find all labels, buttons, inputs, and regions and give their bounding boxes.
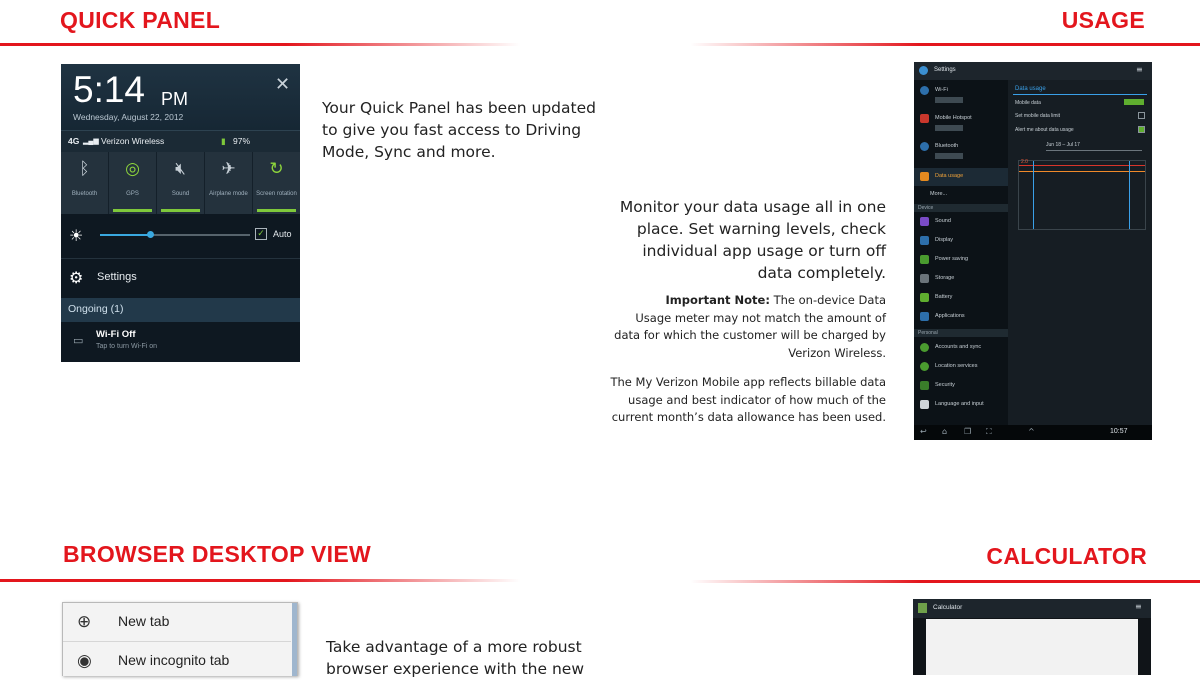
toggle[interactable]	[935, 97, 963, 103]
toggle[interactable]	[935, 125, 963, 131]
menu-item-more[interactable]	[914, 186, 1008, 204]
hotspot-icon	[920, 114, 929, 123]
text-line: data completely.	[757, 264, 886, 282]
security-icon	[920, 381, 929, 390]
settings-label: Settings	[97, 271, 137, 283]
text-line: usage and best indicator of how much of the	[628, 392, 886, 407]
settings-title: Settings	[934, 67, 956, 73]
home-icon[interactable]: ⌂	[942, 427, 948, 436]
sync-icon	[920, 343, 929, 352]
tile-on-indicator	[161, 209, 200, 212]
browser-menu-screenshot	[62, 602, 298, 676]
wifi-title: Wi-Fi Off	[96, 329, 136, 340]
menu-label: Storage	[935, 275, 955, 281]
menu-label: Accounts and sync	[935, 344, 982, 350]
menu-label: Battery	[935, 294, 953, 300]
power-icon	[920, 255, 929, 264]
screenshot-icon[interactable]: ⛶	[986, 427, 992, 436]
status-bar	[61, 130, 300, 153]
section-personal: Personal	[914, 329, 1008, 337]
menu-item-hotspot[interactable]	[914, 110, 1008, 136]
browser-rule	[0, 579, 520, 582]
option-data-limit: Set mobile data limit	[1015, 113, 1061, 119]
mobile-data-toggle[interactable]	[1124, 99, 1144, 105]
tile-sound[interactable]	[157, 152, 205, 214]
tile-on-indicator	[113, 209, 152, 212]
menu-item-storage[interactable]	[914, 270, 1008, 288]
settings-row[interactable]	[61, 258, 300, 299]
text-line: individual app usage or turn off	[642, 242, 886, 260]
warning-line	[1019, 171, 1145, 172]
menu-item-language[interactable]	[914, 396, 1008, 414]
location-icon	[920, 362, 929, 371]
menu-item-display[interactable]	[914, 232, 1008, 250]
tile-on-indicator	[257, 209, 296, 212]
panel-divider	[1013, 94, 1147, 95]
option-alert: Alert me about data usage	[1015, 127, 1074, 133]
menu-label: Data usage	[935, 173, 964, 179]
option-mobile-data: Mobile data	[1015, 100, 1041, 106]
text-line: Mode, Sync and more.	[322, 143, 496, 161]
browser-description	[326, 636, 584, 680]
quick-panel-heading: QUICK PANEL	[60, 7, 221, 33]
menu-label: Wi-Fi	[935, 87, 948, 93]
text-line: The on-device Data	[769, 293, 886, 307]
calculator-icon	[918, 603, 927, 613]
auto-label: Auto	[273, 229, 292, 239]
text-line: Usage meter may not match the amount of	[635, 310, 886, 325]
sound-icon: 🔇︎	[175, 159, 186, 179]
quick-panel-header	[61, 64, 300, 130]
menu-item-label: New tab	[118, 613, 170, 629]
menu-item-power[interactable]	[914, 251, 1008, 269]
calculator-titlebar	[913, 599, 1151, 618]
wifi-icon: ▭	[73, 334, 84, 347]
new-tab-icon: ⊕	[77, 612, 92, 632]
text-line: Monitor your data usage all in one	[619, 198, 886, 216]
tile-label: Airplane mode	[209, 191, 248, 197]
limit-line	[1019, 165, 1145, 166]
battery-level: 97%	[233, 136, 251, 146]
recent-apps-icon[interactable]: ❐	[964, 427, 972, 436]
battery-icon: ▮	[221, 136, 226, 146]
calculator-rule	[690, 580, 1200, 583]
carrier-name: Verizon Wireless	[101, 136, 165, 146]
brightness-slider-thumb[interactable]	[147, 231, 154, 238]
panel-title: Data usage	[1015, 86, 1046, 92]
clock-ampm: PM	[161, 89, 188, 109]
menu-label: Display	[935, 237, 954, 243]
limit-value: 2.0	[1021, 159, 1028, 165]
display-icon	[920, 236, 929, 245]
back-icon[interactable]: ↩	[920, 427, 927, 436]
usage-rule	[690, 43, 1200, 46]
range-end-line	[1129, 161, 1130, 229]
menu-item-accounts[interactable]	[914, 339, 1008, 357]
menu-label: Sound	[935, 218, 951, 224]
applications-icon	[920, 312, 929, 321]
scrollbar[interactable]	[292, 603, 297, 676]
clock-date: Wednesday, August 22, 2012	[73, 112, 184, 122]
calculator-heading: CALCULATOR	[986, 543, 1147, 569]
usage-heading: USAGE	[1061, 7, 1145, 33]
wifi-notification[interactable]	[61, 322, 300, 362]
menu-label: More...	[930, 191, 948, 197]
text-line: Take advantage of a more robust	[326, 638, 582, 656]
settings-menu	[914, 80, 1008, 425]
bluetooth-icon	[920, 142, 929, 151]
quick-settings-tiles	[61, 152, 300, 214]
tile-rotation[interactable]	[253, 152, 300, 214]
tile-airplane[interactable]	[205, 152, 253, 214]
chevron-up-icon[interactable]: ^	[1028, 427, 1035, 436]
calculator-screenshot	[913, 599, 1151, 675]
tile-label: Screen rotation	[256, 191, 297, 197]
text-line: data for which the customer will be charged by	[614, 328, 886, 342]
calculator-title: Calculator	[933, 604, 963, 611]
menu-item-bluetooth[interactable]	[914, 138, 1008, 164]
brightness-icon: ☀	[69, 226, 84, 245]
menu-item-new-tab[interactable]	[63, 603, 291, 642]
menu-item-data-usage[interactable]	[914, 168, 1008, 186]
menu-label: Mobile Hotspot	[935, 115, 972, 121]
usage-chart	[1018, 160, 1146, 230]
tile-label: GPS	[126, 191, 139, 197]
usage-description	[620, 196, 886, 284]
menu-item-security[interactable]	[914, 377, 1008, 395]
bluetooth-icon: ᛒ	[79, 159, 90, 179]
signal-icon: 4G	[68, 136, 80, 146]
menu-item-label: New incognito tab	[118, 652, 230, 668]
clock-time: 5:14	[73, 69, 146, 110]
brightness-slider-fill	[100, 234, 150, 236]
alert-checkbox[interactable]	[1138, 126, 1145, 133]
wifi-icon	[920, 86, 929, 95]
text-line: browser experience with the new	[326, 660, 584, 678]
ongoing-header	[61, 298, 300, 322]
rotation-icon: ↻	[269, 159, 284, 179]
toggle[interactable]	[935, 153, 963, 159]
menu-label: Location services	[935, 363, 978, 369]
cycle-select[interactable]: Jun 18 – Jul 17	[1046, 142, 1142, 151]
text-line: The My Verizon Mobile app reflects billable data	[610, 375, 886, 389]
text-line: to give you fast access to Driving	[322, 121, 582, 139]
brightness-row	[61, 214, 300, 258]
signal-bars-icon: ▂▄▆	[83, 138, 99, 145]
quick-panel-screenshot	[61, 64, 300, 362]
status-clock: 10:57	[1110, 428, 1128, 435]
menu-item-applications[interactable]	[914, 308, 1008, 326]
storage-icon	[920, 274, 929, 283]
data-usage-screenshot	[914, 62, 1152, 440]
airplane-icon: ✈	[221, 159, 236, 179]
menu-label: Power saving	[935, 256, 969, 262]
menu-label: Security	[935, 382, 955, 388]
gear-icon: ⚙	[69, 268, 84, 287]
menu-label: Bluetooth	[935, 143, 959, 149]
calculator-display	[926, 619, 1138, 675]
menu-item-location[interactable]	[914, 358, 1008, 376]
tile-label: Sound	[171, 191, 190, 197]
auto-checkbox[interactable]: ✓	[255, 228, 267, 240]
incognito-icon: ◉	[77, 651, 92, 671]
tile-gps[interactable]	[109, 152, 157, 214]
battery-icon	[920, 293, 929, 302]
data-limit-checkbox[interactable]	[1138, 112, 1145, 119]
navigation-bar	[914, 425, 1152, 440]
section-device: Device	[914, 204, 1008, 212]
settings-titlebar	[914, 62, 1152, 80]
tile-bluetooth[interactable]	[61, 152, 109, 214]
browser-heading: BROWSER DESKTOP VIEW	[63, 541, 372, 567]
range-start-line	[1033, 161, 1034, 229]
sound-icon	[920, 217, 929, 226]
gps-icon: ◎	[125, 159, 140, 179]
tile-label: Bluetooth	[71, 191, 98, 197]
quick-panel-description	[322, 97, 596, 163]
data-usage-icon	[920, 172, 929, 181]
menu-item-new-incognito-tab[interactable]	[63, 642, 291, 676]
menu-item-wifi[interactable]	[914, 82, 1008, 108]
text-line: Your Quick Panel has been updated	[322, 99, 596, 117]
menu-label: Applications	[935, 313, 965, 319]
wifi-subtitle: Tap to turn Wi-Fi on	[96, 343, 158, 350]
usage-extra-note	[610, 374, 886, 427]
menu-label: Language and input	[935, 401, 984, 407]
text-line: place. Set warning levels, check	[636, 220, 886, 238]
menu-item-battery[interactable]	[914, 289, 1008, 307]
note-label: Important Note:	[665, 293, 770, 307]
usage-note	[614, 292, 886, 362]
menu-icon[interactable]: ≡	[1135, 602, 1142, 611]
text-line: Verizon Wireless.	[788, 345, 886, 360]
data-usage-panel	[1008, 80, 1152, 425]
settings-icon	[919, 66, 928, 75]
menu-icon[interactable]: ≡	[1136, 65, 1143, 74]
menu-item-sound[interactable]	[914, 213, 1008, 231]
close-icon[interactable]: ✕	[275, 74, 291, 95]
text-line: current month’s data allowance has been used.	[611, 410, 886, 424]
ongoing-label: Ongoing (1)	[68, 303, 124, 315]
language-icon	[920, 400, 929, 409]
quick-panel-rule	[0, 43, 520, 46]
